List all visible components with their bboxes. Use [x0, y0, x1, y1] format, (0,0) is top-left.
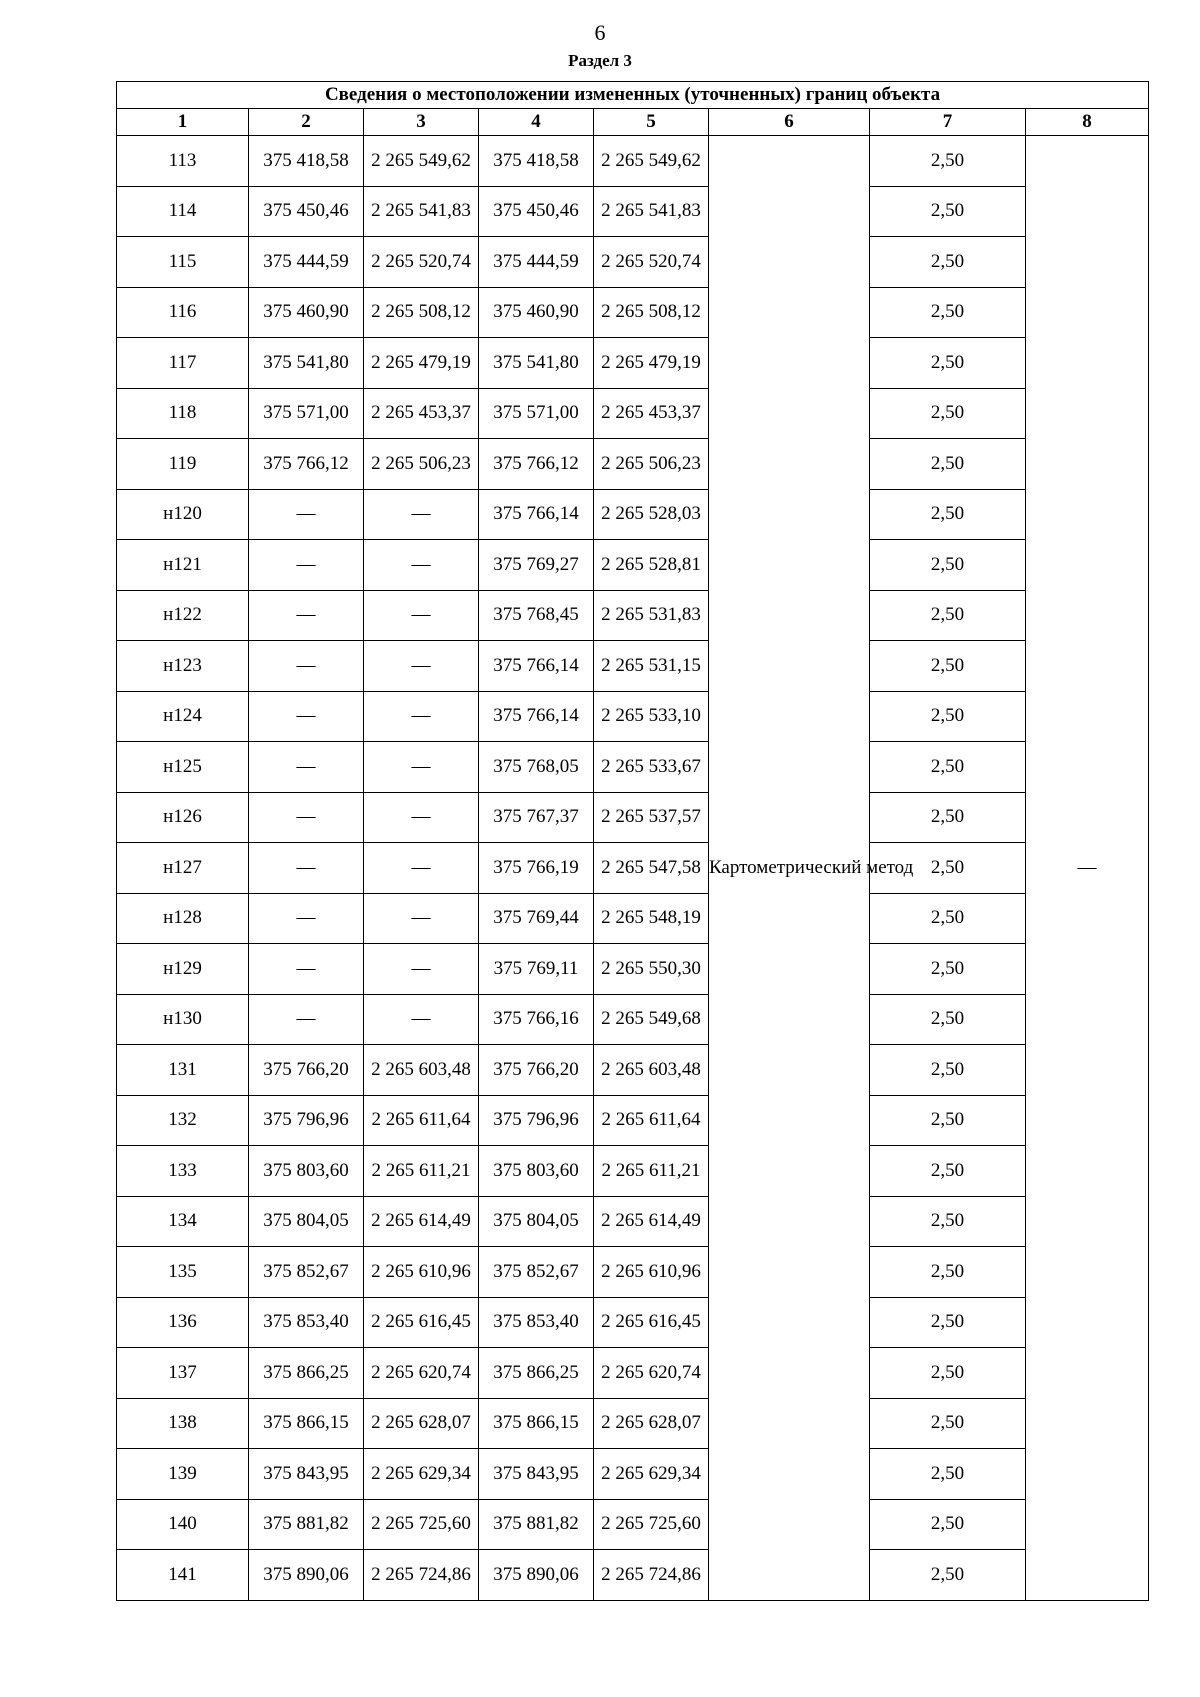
existing-x-cell: 375 418,58 — [249, 136, 364, 187]
point-name-cell: н129 — [117, 944, 249, 995]
table-row — [117, 1146, 1149, 1197]
accuracy-cell: 2,50 — [870, 1146, 1026, 1197]
table-body — [117, 136, 1149, 1601]
refined-y-cell: 2 265 531,15 — [594, 641, 709, 692]
column-number: 1 — [117, 109, 249, 136]
existing-x-cell: 375 571,00 — [249, 388, 364, 439]
table-row — [117, 1550, 1149, 1601]
point-name-cell: н128 — [117, 893, 249, 944]
existing-y-cell: 2 265 611,21 — [364, 1146, 479, 1197]
existing-y-cell: 2 265 616,45 — [364, 1297, 479, 1348]
refined-y-cell: 2 265 453,37 — [594, 388, 709, 439]
existing-x-cell: — — [249, 489, 364, 540]
point-name-cell: н124 — [117, 691, 249, 742]
accuracy-cell: 2,50 — [870, 641, 1026, 692]
refined-x-cell: 375 418,58 — [479, 136, 594, 187]
point-name-cell: 113 — [117, 136, 249, 187]
refined-x-cell: 375 881,82 — [479, 1499, 594, 1550]
point-name-cell: 136 — [117, 1297, 249, 1348]
existing-x-cell: 375 450,46 — [249, 186, 364, 237]
point-name-cell: 118 — [117, 388, 249, 439]
table-row — [117, 136, 1149, 187]
table-row — [117, 388, 1149, 439]
existing-x-cell: — — [249, 944, 364, 995]
accuracy-cell: 2,50 — [870, 1045, 1026, 1096]
existing-y-cell: — — [364, 691, 479, 742]
existing-x-cell: — — [249, 994, 364, 1045]
accuracy-cell: 2,50 — [870, 1095, 1026, 1146]
existing-x-cell: — — [249, 792, 364, 843]
point-name-cell: н127 — [117, 843, 249, 894]
table-row — [117, 1045, 1149, 1096]
accuracy-cell: 2,50 — [870, 540, 1026, 591]
point-name-cell: 140 — [117, 1499, 249, 1550]
existing-y-cell: 2 265 614,49 — [364, 1196, 479, 1247]
existing-y-cell: 2 265 541,83 — [364, 186, 479, 237]
method-cell: Картометрический метод — [709, 136, 870, 1601]
existing-x-cell: 375 852,67 — [249, 1247, 364, 1298]
refined-x-cell: 375 766,19 — [479, 843, 594, 894]
table-row — [117, 1499, 1149, 1550]
accuracy-cell: 2,50 — [870, 338, 1026, 389]
column-number: 4 — [479, 109, 594, 136]
refined-y-cell: 2 265 479,19 — [594, 338, 709, 389]
accuracy-cell: 2,50 — [870, 691, 1026, 742]
existing-x-cell: 375 444,59 — [249, 237, 364, 288]
point-name-cell: 137 — [117, 1348, 249, 1399]
existing-y-cell: — — [364, 590, 479, 641]
refined-y-cell: 2 265 611,21 — [594, 1146, 709, 1197]
existing-x-cell: 375 803,60 — [249, 1146, 364, 1197]
point-name-cell: н125 — [117, 742, 249, 793]
existing-x-cell: — — [249, 641, 364, 692]
point-name-cell: 139 — [117, 1449, 249, 1500]
refined-x-cell: 375 766,14 — [479, 489, 594, 540]
accuracy-cell: 2,50 — [870, 1550, 1026, 1601]
column-number: 8 — [1026, 109, 1149, 136]
existing-y-cell: — — [364, 944, 479, 995]
refined-x-cell: 375 853,40 — [479, 1297, 594, 1348]
table-row — [117, 1095, 1149, 1146]
refined-y-cell: 2 265 533,10 — [594, 691, 709, 742]
point-name-cell: 116 — [117, 287, 249, 338]
table-row — [117, 691, 1149, 742]
accuracy-cell: 2,50 — [870, 287, 1026, 338]
refined-x-cell: 375 796,96 — [479, 1095, 594, 1146]
refined-x-cell: 375 766,14 — [479, 641, 594, 692]
column-number: 5 — [594, 109, 709, 136]
refined-x-cell: 375 769,11 — [479, 944, 594, 995]
existing-x-cell: — — [249, 691, 364, 742]
accuracy-cell: 2,50 — [870, 1348, 1026, 1399]
accuracy-cell: 2,50 — [870, 792, 1026, 843]
existing-x-cell: 375 796,96 — [249, 1095, 364, 1146]
table-row — [117, 287, 1149, 338]
accuracy-cell: 2,50 — [870, 1449, 1026, 1500]
page-number: 6 — [594, 20, 606, 45]
refined-x-cell: 375 767,37 — [479, 792, 594, 843]
existing-y-cell: — — [364, 843, 479, 894]
refined-y-cell: 2 265 628,07 — [594, 1398, 709, 1449]
table-caption: Сведения о местоположении измененных (уточненных) границ объекта — [117, 82, 1149, 109]
existing-x-cell: — — [249, 590, 364, 641]
point-name-cell: н121 — [117, 540, 249, 591]
existing-y-cell: 2 265 725,60 — [364, 1499, 479, 1550]
existing-y-cell: 2 265 603,48 — [364, 1045, 479, 1096]
existing-x-cell: 375 843,95 — [249, 1449, 364, 1500]
point-name-cell: н126 — [117, 792, 249, 843]
column-number: 6 — [709, 109, 870, 136]
refined-x-cell: 375 571,00 — [479, 388, 594, 439]
existing-x-cell: 375 881,82 — [249, 1499, 364, 1550]
refined-x-cell: 375 843,95 — [479, 1449, 594, 1500]
table-row — [117, 1398, 1149, 1449]
refined-y-cell: 2 265 528,03 — [594, 489, 709, 540]
existing-y-cell: 2 265 453,37 — [364, 388, 479, 439]
refined-y-cell: 2 265 616,45 — [594, 1297, 709, 1348]
refined-x-cell: 375 541,80 — [479, 338, 594, 389]
refined-y-cell: 2 265 548,19 — [594, 893, 709, 944]
point-name-cell: н130 — [117, 994, 249, 1045]
table-row — [117, 893, 1149, 944]
refined-x-cell: 375 769,27 — [479, 540, 594, 591]
refined-y-cell: 2 265 550,30 — [594, 944, 709, 995]
refined-x-cell: 375 766,16 — [479, 994, 594, 1045]
existing-x-cell: — — [249, 742, 364, 793]
point-name-cell: н120 — [117, 489, 249, 540]
table-row — [117, 540, 1149, 591]
existing-x-cell: 375 541,80 — [249, 338, 364, 389]
existing-y-cell: 2 265 611,64 — [364, 1095, 479, 1146]
refined-y-cell: 2 265 603,48 — [594, 1045, 709, 1096]
table-row — [117, 1348, 1149, 1399]
accuracy-cell: 2,50 — [870, 893, 1026, 944]
table-row — [117, 641, 1149, 692]
existing-y-cell: — — [364, 994, 479, 1045]
refined-x-cell: 375 768,45 — [479, 590, 594, 641]
boundary-coordinates-table — [116, 81, 1149, 1601]
accuracy-cell: 2,50 — [870, 439, 1026, 490]
accuracy-cell: 2,50 — [870, 944, 1026, 995]
accuracy-cell: 2,50 — [870, 489, 1026, 540]
existing-x-cell: — — [249, 843, 364, 894]
accuracy-cell: 2,50 — [870, 1499, 1026, 1550]
refined-y-cell: 2 265 537,57 — [594, 792, 709, 843]
table-row — [117, 489, 1149, 540]
point-name-cell: 132 — [117, 1095, 249, 1146]
table-row — [117, 742, 1149, 793]
table-row — [117, 439, 1149, 490]
existing-x-cell: 375 890,06 — [249, 1550, 364, 1601]
table-row — [117, 1449, 1149, 1500]
refined-y-cell: 2 265 533,67 — [594, 742, 709, 793]
existing-y-cell: — — [364, 792, 479, 843]
point-name-cell: 135 — [117, 1247, 249, 1298]
existing-y-cell: 2 265 508,12 — [364, 287, 479, 338]
table-row — [117, 1196, 1149, 1247]
column-number-row — [117, 109, 1149, 136]
accuracy-cell: 2,50 — [870, 1398, 1026, 1449]
refined-x-cell: 375 769,44 — [479, 893, 594, 944]
point-name-cell: н122 — [117, 590, 249, 641]
existing-y-cell: 2 265 506,23 — [364, 439, 479, 490]
existing-x-cell: 375 866,25 — [249, 1348, 364, 1399]
refined-x-cell: 375 450,46 — [479, 186, 594, 237]
accuracy-cell: 2,50 — [870, 237, 1026, 288]
refined-y-cell: 2 265 520,74 — [594, 237, 709, 288]
table-row — [117, 843, 1149, 894]
table-row — [117, 792, 1149, 843]
refined-x-cell: 375 766,20 — [479, 1045, 594, 1096]
refined-x-cell: 375 866,25 — [479, 1348, 594, 1399]
point-name-cell: 115 — [117, 237, 249, 288]
existing-y-cell: — — [364, 489, 479, 540]
existing-x-cell: 375 804,05 — [249, 1196, 364, 1247]
point-name-cell: 134 — [117, 1196, 249, 1247]
existing-y-cell: 2 265 628,07 — [364, 1398, 479, 1449]
accuracy-cell: 2,50 — [870, 388, 1026, 439]
refined-y-cell: 2 265 549,62 — [594, 136, 709, 187]
refined-y-cell: 2 265 614,49 — [594, 1196, 709, 1247]
existing-y-cell: 2 265 479,19 — [364, 338, 479, 389]
table-row — [117, 186, 1149, 237]
accuracy-cell: 2,50 — [870, 186, 1026, 237]
accuracy-cell: 2,50 — [870, 742, 1026, 793]
accuracy-cell: 2,50 — [870, 1297, 1026, 1348]
point-name-cell: 119 — [117, 439, 249, 490]
table-row — [117, 237, 1149, 288]
point-name-cell: 138 — [117, 1398, 249, 1449]
existing-y-cell: 2 265 724,86 — [364, 1550, 479, 1601]
refined-y-cell: 2 265 508,12 — [594, 287, 709, 338]
table-row — [117, 590, 1149, 641]
existing-x-cell: — — [249, 893, 364, 944]
existing-y-cell: — — [364, 641, 479, 692]
refined-y-cell: 2 265 620,74 — [594, 1348, 709, 1399]
refined-y-cell: 2 265 629,34 — [594, 1449, 709, 1500]
refined-y-cell: 2 265 541,83 — [594, 186, 709, 237]
existing-x-cell: — — [249, 540, 364, 591]
refined-x-cell: 375 768,05 — [479, 742, 594, 793]
accuracy-cell: 2,50 — [870, 843, 1026, 894]
note-cell: — — [1026, 136, 1149, 1601]
existing-y-cell: 2 265 549,62 — [364, 136, 479, 187]
refined-y-cell: 2 265 610,96 — [594, 1247, 709, 1298]
refined-x-cell: 375 766,14 — [479, 691, 594, 742]
existing-x-cell: 375 853,40 — [249, 1297, 364, 1348]
refined-x-cell: 375 766,12 — [479, 439, 594, 490]
point-name-cell: 117 — [117, 338, 249, 389]
existing-x-cell: 375 766,20 — [249, 1045, 364, 1096]
existing-y-cell: — — [364, 893, 479, 944]
point-name-cell: 131 — [117, 1045, 249, 1096]
table-row — [117, 1297, 1149, 1348]
existing-y-cell: — — [364, 540, 479, 591]
refined-x-cell: 375 890,06 — [479, 1550, 594, 1601]
table-row — [117, 994, 1149, 1045]
refined-y-cell: 2 265 547,58 — [594, 843, 709, 894]
existing-y-cell: — — [364, 742, 479, 793]
existing-y-cell: 2 265 629,34 — [364, 1449, 479, 1500]
refined-y-cell: 2 265 611,64 — [594, 1095, 709, 1146]
existing-x-cell: 375 460,90 — [249, 287, 364, 338]
refined-x-cell: 375 460,90 — [479, 287, 594, 338]
refined-y-cell: 2 265 531,83 — [594, 590, 709, 641]
accuracy-cell: 2,50 — [870, 1196, 1026, 1247]
refined-y-cell: 2 265 724,86 — [594, 1550, 709, 1601]
accuracy-cell: 2,50 — [870, 1247, 1026, 1298]
table-row — [117, 1247, 1149, 1298]
point-name-cell: 141 — [117, 1550, 249, 1601]
point-name-cell: 114 — [117, 186, 249, 237]
column-number: 7 — [870, 109, 1026, 136]
column-number: 3 — [364, 109, 479, 136]
refined-y-cell: 2 265 549,68 — [594, 994, 709, 1045]
refined-y-cell: 2 265 506,23 — [594, 439, 709, 490]
table-row — [117, 338, 1149, 389]
accuracy-cell: 2,50 — [870, 994, 1026, 1045]
existing-x-cell: 375 866,15 — [249, 1398, 364, 1449]
existing-y-cell: 2 265 610,96 — [364, 1247, 479, 1298]
column-number: 2 — [249, 109, 364, 136]
existing-x-cell: 375 766,12 — [249, 439, 364, 490]
existing-y-cell: 2 265 620,74 — [364, 1348, 479, 1399]
section-title: Раздел 3 — [568, 51, 632, 70]
refined-y-cell: 2 265 725,60 — [594, 1499, 709, 1550]
accuracy-cell: 2,50 — [870, 136, 1026, 187]
point-name-cell: н123 — [117, 641, 249, 692]
refined-x-cell: 375 804,05 — [479, 1196, 594, 1247]
refined-x-cell: 375 444,59 — [479, 237, 594, 288]
refined-y-cell: 2 265 528,81 — [594, 540, 709, 591]
refined-x-cell: 375 866,15 — [479, 1398, 594, 1449]
refined-x-cell: 375 852,67 — [479, 1247, 594, 1298]
existing-y-cell: 2 265 520,74 — [364, 237, 479, 288]
point-name-cell: 133 — [117, 1146, 249, 1197]
table-row — [117, 944, 1149, 995]
accuracy-cell: 2,50 — [870, 590, 1026, 641]
refined-x-cell: 375 803,60 — [479, 1146, 594, 1197]
